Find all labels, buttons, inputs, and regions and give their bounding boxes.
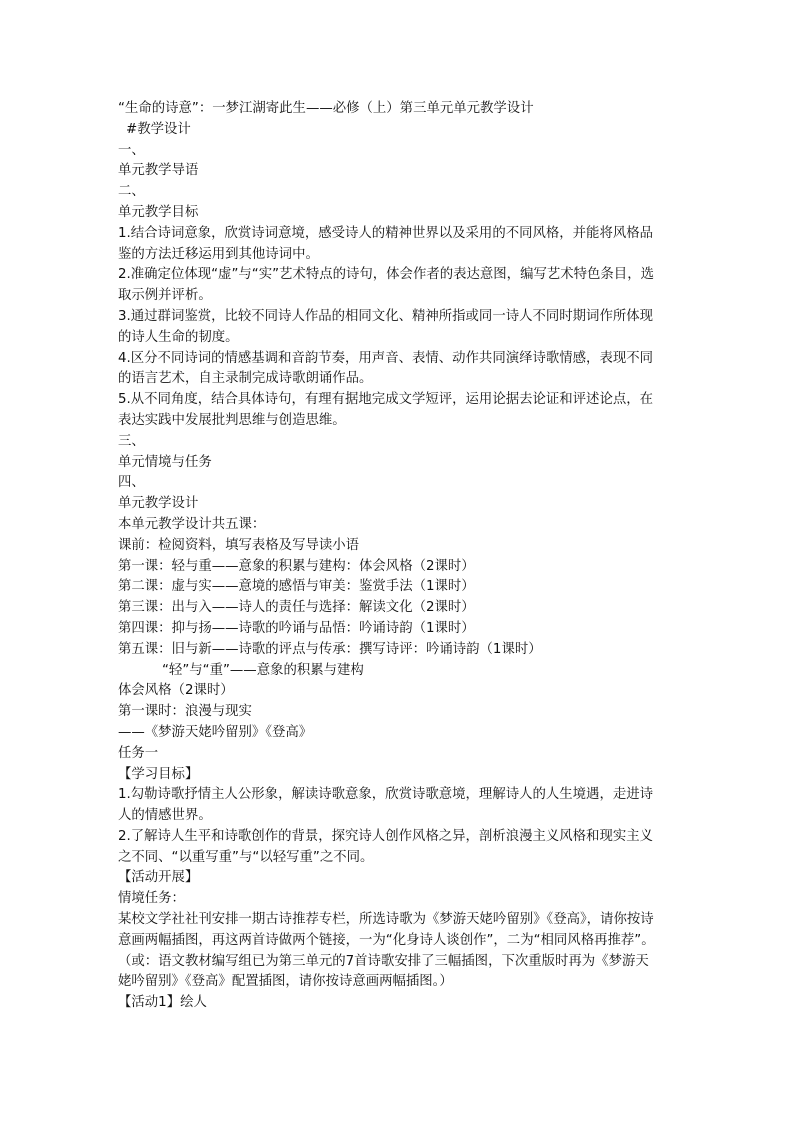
lesson-4: 第四课：抑与扬——诗歌的吟诵与品悟：吟诵诗韵（1课时） (118, 620, 475, 636)
lesson-style: 体会风格（2课时） (118, 683, 234, 699)
activity-1-title: 【活动1】绘人 (118, 995, 207, 1011)
period-title: 第一课时：浪漫与现实 (118, 704, 252, 720)
pre-class: 课前：检阅资料，填写表格及写导读小语 (118, 537, 360, 553)
scenario-line-4: 姥吟留别》《登高》配置插图，请你按诗意画两幅插图。） (118, 974, 453, 990)
lesson-1: 第一课：轻与重——意象的积累与建构：体会风格（2课时） (118, 558, 475, 574)
objective-2-line-2: 之不同、“以重写重”与“以轻写重”之不同。 (118, 849, 374, 865)
goal-5-line-2: 表达实践中发展批判思维与创造思维。 (118, 412, 346, 428)
goal-5-line-1: 5.从不同角度，结合具体诗句，有理有据地完成文学短评，运用论据去论证和评述论点，在 (118, 392, 654, 408)
lesson-heading: “轻”与“重”——意象的积累与建构 (162, 662, 364, 678)
task-title: 任务一 (118, 745, 159, 761)
objectives-heading: 【学习目标】 (118, 766, 199, 782)
doc-title: “生命的诗意”：一梦江湖寄此生——必修（上）第三单元单元教学设计 (118, 101, 534, 116)
objective-2-line-1: 2.了解诗人生平和诗歌创作的背景，探究诗人创作风格之异，剖析浪漫主义风格和现实主义 (118, 828, 654, 844)
objective-1-line-1: 1.勾勒诗歌抒情主人公形象，解读诗歌意象，欣赏诗歌意境，理解诗人的人生境遇，走进诗 (118, 787, 654, 803)
section-4-title: 单元教学设计 (118, 496, 199, 512)
scenario-line-3: （或：语文教材编写组已为第三单元的7首诗歌安排了三幅插图，下次重版时再为《梦游天 (118, 953, 649, 969)
poems-line: ——《梦游天姥吟留别》《登高》 (118, 724, 313, 740)
goal-1-line-1: 1.结合诗词意象，欣赏诗词意境，感受诗人的精神世界以及采用的不同风格，并能将风格品 (118, 225, 654, 241)
lesson-5: 第五课：旧与新——诗歌的评点与传承：撰写诗评：吟诵诗韵（1课时） (118, 641, 542, 657)
section-4-number: 四、 (118, 475, 145, 491)
scenario-label: 情境任务： (118, 891, 185, 907)
scenario-line-1: 某校文学社社刊安排一期古诗推荐专栏，所选诗歌为《梦游天姥吟留别》《登高》，请你按诗 (118, 912, 654, 928)
section-3-number: 三、 (118, 433, 145, 449)
doc-tag: #教学设计 (126, 121, 191, 137)
lesson-intro: 本单元教学设计共五课： (118, 516, 266, 532)
lesson-2: 第二课：虚与实——意境的感悟与审美：鉴赏手法（1课时） (118, 579, 475, 595)
document-body (118, 99, 678, 1014)
goal-4-line-1: 4.区分不同诗词的情感基调和音韵节奏，用声音、表情、动作共同演绎诗歌情感，表现不同 (118, 350, 654, 366)
section-3-title: 单元情境与任务 (118, 454, 212, 470)
section-2-number: 二、 (118, 184, 145, 200)
lesson-3: 第三课：出与入——诗人的责任与选择：解读文化（2课时） (118, 600, 475, 616)
goal-3-line-1: 3.通过群词鉴赏，比较不同诗人作品的相同文化、精神所指或同一诗人不同时期词作所体现 (118, 308, 654, 324)
goal-2-line-2: 取示例并评析。 (118, 288, 212, 304)
section-1-title: 单元教学导语 (118, 163, 199, 179)
scenario-line-2: 意画两幅插图，再这两首诗做两个链接，一为“化身诗人谈创作”，二为“相同风格再推荐”。 (118, 932, 655, 948)
section-2-title: 单元教学目标 (118, 204, 199, 220)
section-1-number: 一、 (118, 142, 145, 158)
activity-heading: 【活动开展】 (118, 870, 199, 886)
goal-4-line-2: 的语言艺术，自主录制完成诗歌朗诵作品。 (118, 371, 373, 387)
goal-1-line-2: 鉴的方法迁移运用到其他诗词中。 (118, 246, 319, 262)
goal-2-line-1: 2.准确定位体现“虚”与“实”艺术特点的诗句，体会作者的表达意图，编写艺术特色条目，选 (118, 267, 654, 283)
objective-1-line-2: 人的情感世界。 (118, 808, 212, 824)
goal-3-line-2: 的诗人生命的韧度。 (118, 329, 239, 345)
